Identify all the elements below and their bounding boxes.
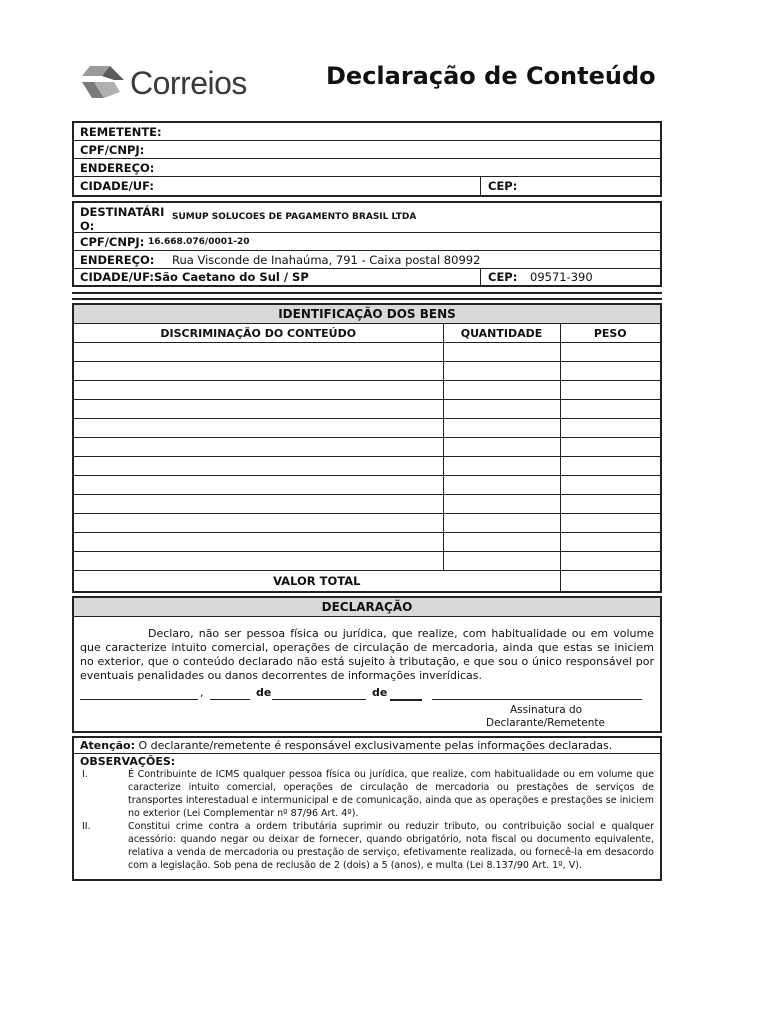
recipient-city-label: CIDADE/UF: — [80, 270, 154, 284]
sender-cpf-label: CPF/CNPJ: — [80, 143, 145, 157]
total-label: VALOR TOTAL — [74, 571, 560, 592]
table-row — [74, 533, 660, 552]
qty-cell[interactable] — [443, 552, 560, 571]
desc-cell[interactable] — [74, 343, 443, 362]
desc-cell[interactable] — [74, 495, 443, 514]
qty-cell[interactable] — [443, 381, 560, 400]
recipient-cep-value: 09571-390 — [530, 270, 593, 284]
signature-caption-2: Declarante/Remetente — [486, 717, 605, 729]
qty-cell[interactable] — [443, 343, 560, 362]
recipient-label-line2: O: — [80, 219, 95, 233]
weight-cell[interactable] — [560, 495, 660, 514]
sender-label: REMETENTE: — [80, 125, 162, 139]
recipient-cpf-label: CPF/CNPJ: — [80, 235, 145, 249]
declaration-text: Declaro, não ser pessoa física ou jurídica, que realize, com habitualidade ou em volume que caracterize intuito comercial, operações de circulação de mercadoria, ainda que estas se iniciem no exterior, que o conteúdo declarado não está sujeito à tributação, e que sou o único responsável por eventuais penalidades ou danos decorrentes de informações inverídicas. — [80, 627, 654, 682]
place-field[interactable] — [80, 699, 198, 700]
goods-title: IDENTIFICAÇÃO DOS BENS — [74, 305, 660, 324]
table-row — [74, 381, 660, 400]
col-qty-header: QUANTIDADE — [443, 324, 560, 343]
weight-cell[interactable] — [560, 457, 660, 476]
qty-cell[interactable] — [443, 419, 560, 438]
sender-address-label: ENDEREÇO: — [80, 161, 155, 175]
observation-num-2: II. — [82, 821, 91, 832]
qty-cell[interactable] — [443, 495, 560, 514]
qty-cell[interactable] — [443, 362, 560, 381]
table-row — [74, 438, 660, 457]
declaration-title: DECLARAÇÃO — [74, 598, 660, 617]
observation-num-1: I. — [82, 769, 88, 780]
desc-cell[interactable] — [74, 533, 443, 552]
observations-label: OBSERVAÇÕES: — [80, 755, 176, 768]
col-desc-header: DISCRIMINAÇÃO DO CONTEÚDO — [74, 324, 443, 343]
separator-line — [72, 298, 662, 300]
qty-cell[interactable] — [443, 438, 560, 457]
observation-item-2 — [74, 820, 660, 872]
day-field[interactable] — [210, 699, 250, 700]
observation-item-1 — [74, 768, 660, 820]
col-weight-header: PESO — [560, 324, 660, 343]
qty-cell[interactable] — [443, 476, 560, 495]
date-comma: , — [200, 686, 204, 699]
recipient-address-label: ENDEREÇO: — [80, 253, 155, 267]
recipient-city-value: São Caetano do Sul / SP — [154, 270, 309, 284]
qty-cell[interactable] — [443, 400, 560, 419]
declaration-box — [72, 596, 662, 733]
weight-cell[interactable] — [560, 381, 660, 400]
page-title: Declaração de Conteúdo — [326, 62, 656, 90]
qty-cell[interactable] — [443, 514, 560, 533]
divider — [480, 177, 481, 195]
attention-label: Atenção: — [80, 739, 135, 752]
date-de-2: de — [372, 686, 388, 699]
notes-box — [72, 736, 662, 881]
correios-logo — [80, 62, 260, 106]
weight-cell[interactable] — [560, 362, 660, 381]
observation-text-2: Constitui crime contra a ordem tributária suprimir ou reduzir tributo, ou contribuição social e qualquer acessório: quando negar ou deixar de fornecer, quando obrigatório, nota fiscal ou documento equivalente, relativa a venda de mercadoria ou prestação de serviço, efetivamente realizada, ou fornecê-la em desacordo com a legislação. Sob pena de reclusão de 2 (dois) a 5 (anos), e multa (Lei 8.137/90 Art. 1º, V). — [128, 821, 654, 871]
table-row — [74, 552, 660, 571]
weight-cell[interactable] — [560, 552, 660, 571]
weight-cell[interactable] — [560, 438, 660, 457]
observation-text-1: É Contribuinte de ICMS qualquer pessoa física ou jurídica, que realize, com habitualidade ou em volume que caracterize intuito comercial, operações de circulação de mercadoria ou prestações de serviços de transportes interestadual e intermunicipal e de comunicação, ainda que as operações e prestações se iniciem no exterior (Lei Complementar nº 87/96 Art. 4º). — [128, 769, 654, 819]
desc-cell[interactable] — [74, 514, 443, 533]
table-row — [74, 343, 660, 362]
sender-box — [72, 121, 662, 197]
weight-cell[interactable] — [560, 343, 660, 362]
signature-caption-1: Assinatura do — [510, 704, 583, 716]
recipient-cep-label: CEP: — [488, 270, 518, 284]
sender-cep-label: CEP: — [488, 179, 518, 193]
separator-line — [72, 292, 662, 294]
recipient-name: SUMUP SOLUCOES DE PAGAMENTO BRASIL LTDA — [172, 212, 417, 222]
month-field[interactable] — [272, 699, 366, 700]
recipient-box — [72, 201, 662, 287]
divider — [480, 269, 481, 285]
desc-cell[interactable] — [74, 381, 443, 400]
logo-wordmark: Correios — [130, 65, 247, 101]
table-row — [74, 514, 660, 533]
qty-cell[interactable] — [443, 533, 560, 552]
correios-logo-icon — [80, 62, 126, 102]
weight-cell[interactable] — [560, 400, 660, 419]
table-row — [74, 400, 660, 419]
table-row — [74, 495, 660, 514]
desc-cell[interactable] — [74, 552, 443, 571]
goods-table — [74, 324, 660, 591]
total-row — [74, 571, 660, 592]
attention-text: O declarante/remetente é responsável exclusivamente pelas informações declaradas. — [138, 739, 613, 752]
sender-city-label: CIDADE/UF: — [80, 179, 154, 193]
year-field[interactable] — [390, 699, 422, 701]
desc-cell[interactable] — [74, 362, 443, 381]
weight-cell[interactable] — [560, 533, 660, 552]
weight-cell[interactable] — [560, 514, 660, 533]
table-row — [74, 419, 660, 438]
signature-line[interactable] — [432, 699, 642, 700]
desc-cell[interactable] — [74, 476, 443, 495]
weight-cell[interactable] — [560, 419, 660, 438]
table-row — [74, 362, 660, 381]
table-row — [74, 476, 660, 495]
recipient-label-line1: DESTINATÁRI — [80, 205, 165, 219]
recipient-cpf-value: 16.668.076/0001-20 — [148, 237, 250, 247]
table-row — [74, 457, 660, 476]
qty-cell[interactable] — [443, 457, 560, 476]
desc-cell[interactable] — [74, 457, 443, 476]
desc-cell[interactable] — [74, 400, 443, 419]
date-de-1: de — [256, 686, 272, 699]
recipient-address-value: Rua Visconde de Inahaúma, 791 - Caixa postal 80992 — [172, 253, 481, 267]
weight-cell[interactable] — [560, 476, 660, 495]
total-value-cell[interactable] — [560, 571, 660, 592]
goods-box — [72, 303, 662, 593]
desc-cell[interactable] — [74, 438, 443, 457]
desc-cell[interactable] — [74, 419, 443, 438]
